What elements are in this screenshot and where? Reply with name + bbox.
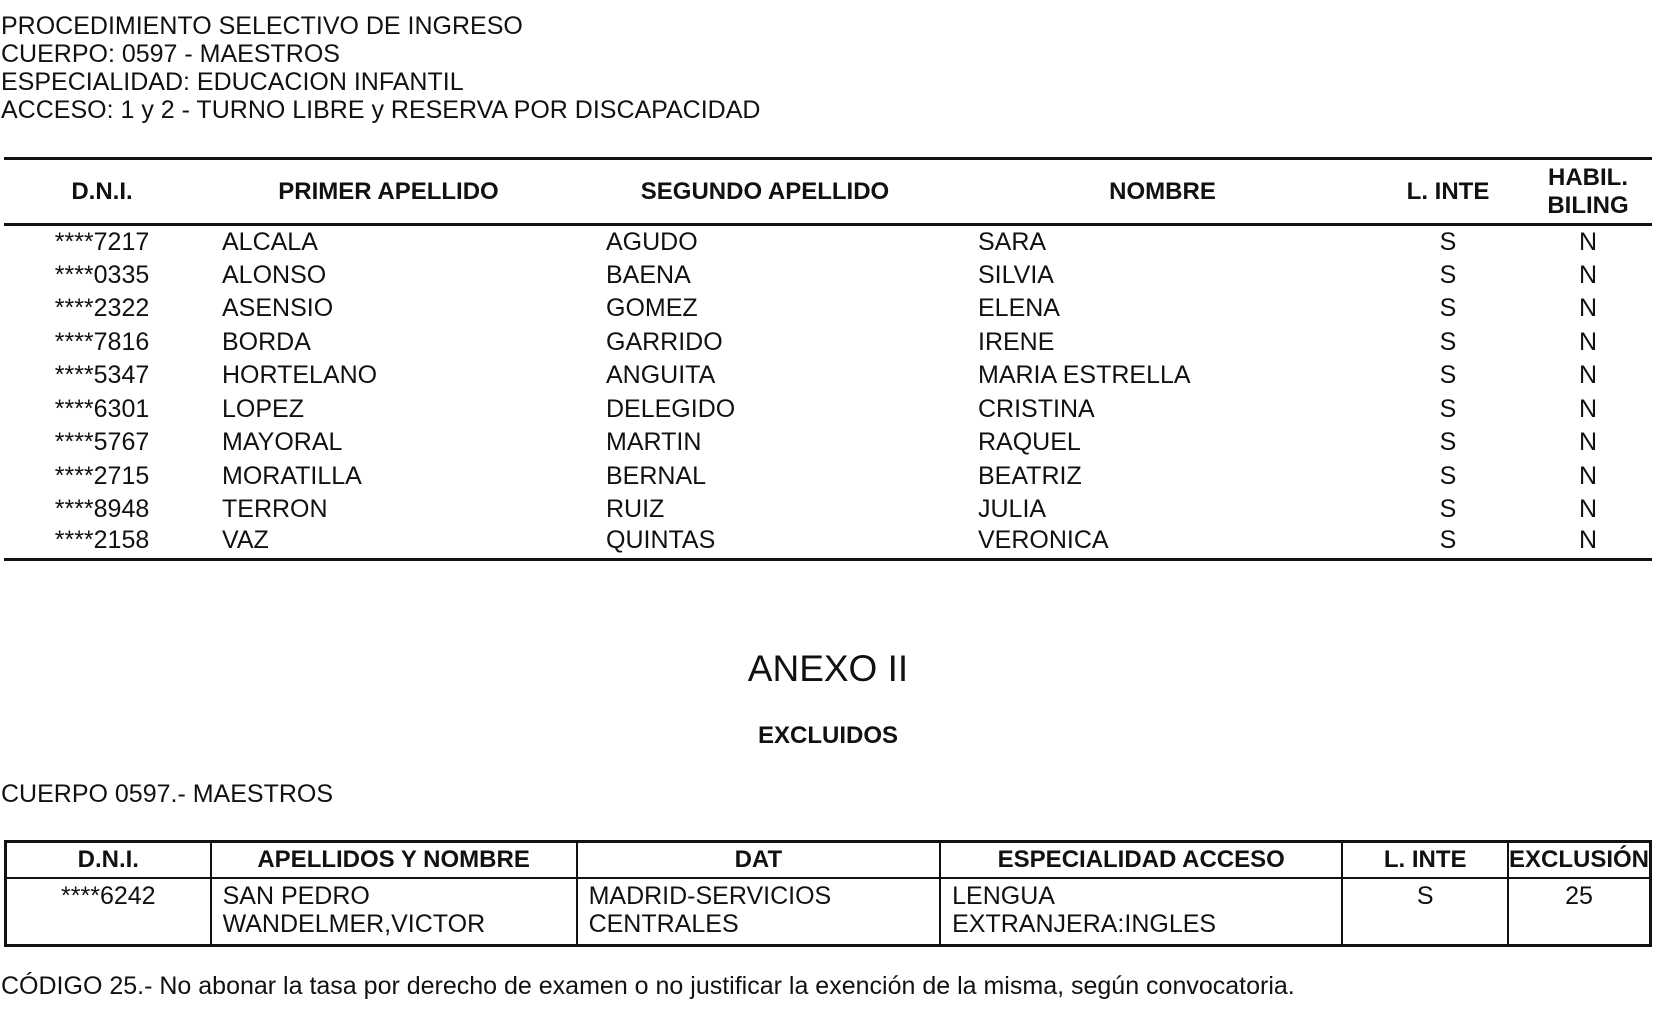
excl-col-dni: D.N.I.	[6, 842, 211, 879]
row-segundo-apellido: ANGUITA	[606, 361, 716, 390]
excl-dat-line2: CENTRALES	[588, 910, 739, 938]
row-l-inte: S	[1439, 428, 1457, 457]
row-dni: ****8948	[54, 495, 150, 524]
row-segundo-apellido: GOMEZ	[606, 294, 698, 323]
row-dni: ****2158	[54, 526, 150, 554]
row-nombre: ELENA	[978, 294, 1060, 323]
row-primer-apellido: BORDA	[222, 327, 311, 356]
document-header	[1, 12, 760, 124]
excl-nombre-line2: WANDELMER,VICTOR	[222, 910, 486, 938]
excl-dni: ****6242	[6, 878, 211, 946]
excl-esp-line2: EXTRANJERA:INGLES	[952, 910, 1217, 938]
table-row	[4, 493, 1652, 527]
excluidos-heading: EXCLUIDOS	[757, 722, 898, 749]
row-primer-apellido: TERRON	[222, 495, 328, 524]
excl-esp-line1: LENGUA	[952, 882, 1055, 910]
excl-dat-line1: MADRID-SERVICIOS	[588, 882, 832, 910]
admitidos-body	[4, 225, 1652, 560]
excl-exclusion: 25	[1508, 878, 1651, 946]
row-primer-apellido: ASENSIO	[222, 294, 334, 323]
excl-nombre	[211, 878, 577, 946]
col-l-inte: L. INTE	[1406, 177, 1490, 205]
row-segundo-apellido: QUINTAS	[606, 526, 716, 554]
row-l-inte: S	[1439, 361, 1457, 390]
row-habil-biling: N	[1578, 461, 1598, 490]
row-dni: ****5767	[54, 428, 150, 457]
col-habil-line1: HABIL.	[1548, 163, 1628, 191]
row-habil-biling: N	[1578, 260, 1598, 289]
col-habil-biling	[1524, 159, 1652, 225]
col-segundo-apellido: SEGUNDO APELLIDO	[640, 177, 890, 205]
row-primer-apellido: LOPEZ	[222, 394, 304, 423]
row-nombre: IRENE	[978, 327, 1055, 356]
codigo-note: CÓDIGO 25.- No abonar la tasa por derecho de examen o no justificar la exención de la misma, según convocatoria.	[1, 972, 1295, 1000]
row-primer-apellido: ALCALA	[222, 228, 318, 256]
row-habil-biling: N	[1578, 495, 1598, 524]
excl-col-exclusion: EXCLUSIÓN	[1508, 842, 1651, 879]
col-habil-line2: BILING	[1547, 191, 1629, 219]
table-row	[4, 359, 1652, 393]
admitidos-table	[4, 157, 1652, 561]
row-nombre: SARA	[978, 228, 1047, 256]
table-row	[4, 325, 1652, 359]
row-l-inte: S	[1439, 294, 1457, 323]
row-l-inte: S	[1439, 260, 1457, 289]
table-row	[4, 258, 1652, 292]
row-habil-biling: N	[1578, 327, 1598, 356]
table-row	[4, 225, 1652, 259]
row-dni: ****2322	[54, 294, 150, 323]
excluidos-row	[6, 878, 1651, 946]
row-primer-apellido: MORATILLA	[222, 461, 362, 490]
excl-nombre-line1: SAN PEDRO	[222, 882, 370, 910]
row-dni: ****2715	[54, 461, 150, 490]
excl-col-l-inte: L. INTE	[1342, 842, 1508, 879]
row-nombre: MARIA ESTRELLA	[978, 361, 1191, 390]
row-dni: ****7217	[54, 228, 150, 256]
row-dni: ****7816	[54, 327, 150, 356]
row-l-inte: S	[1439, 495, 1457, 524]
row-primer-apellido: MAYORAL	[222, 428, 343, 457]
header-cuerpo: CUERPO: 0597 - MAESTROS	[1, 40, 340, 68]
row-nombre: CRISTINA	[978, 394, 1095, 423]
row-l-inte: S	[1439, 327, 1457, 356]
header-acceso: ACCESO: 1 y 2 - TURNO LIBRE y RESERVA POR DISCAPACIDAD	[1, 96, 761, 124]
row-habil-biling: N	[1578, 394, 1598, 423]
row-primer-apellido: HORTELANO	[222, 361, 378, 390]
row-segundo-apellido: AGUDO	[606, 228, 698, 256]
row-habil-biling: N	[1578, 228, 1598, 256]
row-l-inte: S	[1439, 228, 1457, 256]
excl-col-apellidos-nombre: APELLIDOS Y NOMBRE	[211, 842, 577, 879]
excl-col-especialidad: ESPECIALIDAD ACCESO	[940, 842, 1342, 879]
row-dni: ****5347	[54, 361, 150, 390]
anexo-title: ANEXO II	[747, 648, 909, 689]
row-segundo-apellido: MARTIN	[606, 428, 702, 457]
row-habil-biling: N	[1578, 361, 1598, 390]
row-segundo-apellido: BAENA	[606, 260, 691, 289]
row-nombre: RAQUEL	[978, 428, 1081, 457]
row-nombre: VERONICA	[978, 526, 1109, 554]
excl-dat	[577, 878, 941, 946]
excl-l-inte: S	[1342, 878, 1508, 946]
table-row	[4, 459, 1652, 493]
row-segundo-apellido: BERNAL	[606, 461, 707, 490]
row-nombre: JULIA	[978, 495, 1047, 524]
row-habil-biling: N	[1578, 428, 1598, 457]
excluidos-table	[4, 840, 1652, 947]
excluidos-cuerpo: CUERPO 0597.- MAESTROS	[1, 780, 334, 808]
row-segundo-apellido: DELEGIDO	[606, 394, 736, 423]
row-dni: ****0335	[54, 260, 150, 289]
excl-especialidad	[940, 878, 1342, 946]
header-procedimiento: PROCEDIMIENTO SELECTIVO DE INGRESO	[1, 12, 523, 40]
row-habil-biling: N	[1578, 526, 1598, 554]
table-row	[4, 526, 1652, 560]
row-dni: ****6301	[54, 394, 150, 423]
row-nombre: BEATRIZ	[978, 461, 1082, 490]
row-primer-apellido: VAZ	[222, 526, 269, 554]
table-row	[4, 392, 1652, 426]
excluidos-header-row	[6, 842, 1651, 879]
row-l-inte: S	[1439, 461, 1457, 490]
col-nombre: NOMBRE	[1109, 177, 1216, 205]
row-l-inte: S	[1439, 526, 1457, 554]
row-nombre: SILVIA	[978, 260, 1054, 289]
excl-col-dat: DAT	[577, 842, 941, 879]
header-especialidad: ESPECIALIDAD: EDUCACION INFANTIL	[1, 68, 464, 96]
row-l-inte: S	[1439, 394, 1457, 423]
col-dni: D.N.I.	[71, 177, 133, 205]
row-habil-biling: N	[1578, 294, 1598, 323]
row-primer-apellido: ALONSO	[222, 260, 327, 289]
col-primer-apellido: PRIMER APELLIDO	[278, 177, 499, 205]
table-row	[4, 292, 1652, 326]
table-row	[4, 426, 1652, 460]
row-segundo-apellido: GARRIDO	[606, 327, 723, 356]
row-segundo-apellido: RUIZ	[606, 495, 665, 524]
admitidos-header-row	[4, 159, 1652, 225]
